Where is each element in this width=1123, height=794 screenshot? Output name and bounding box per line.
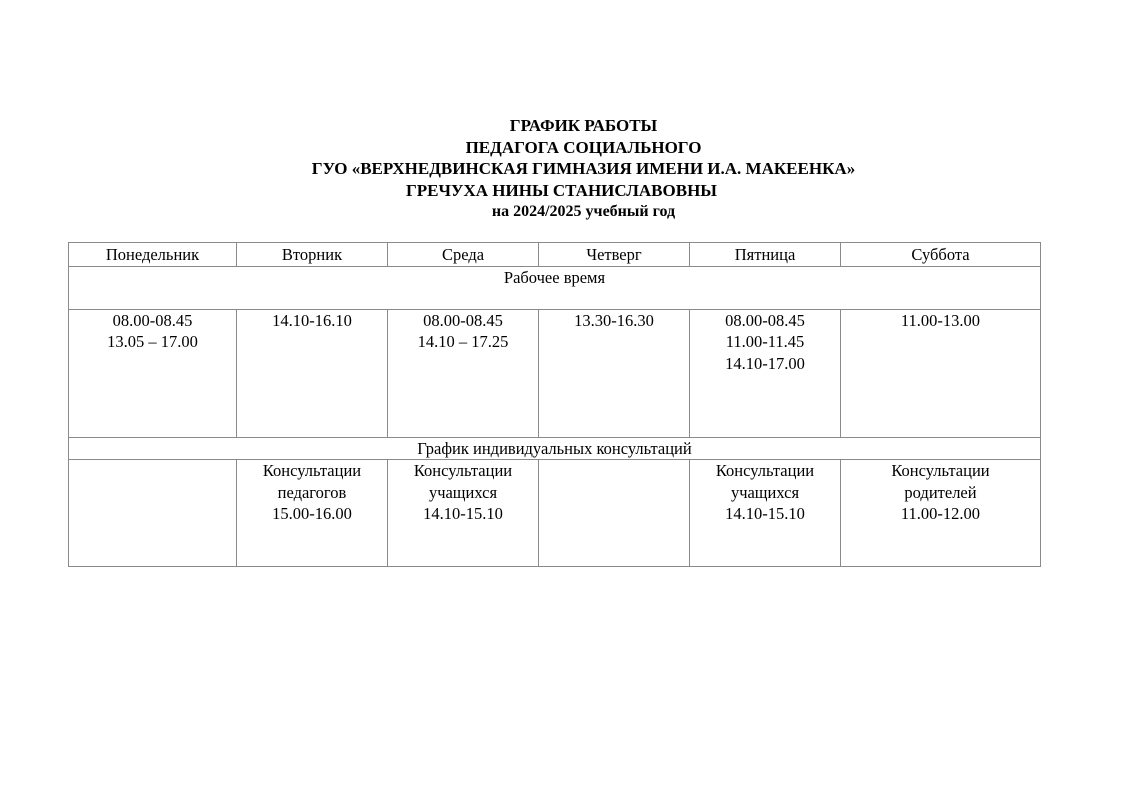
- consult-cell-friday: [690, 460, 841, 567]
- time-line: 14.10-17.00: [725, 353, 805, 373]
- consult-line: Консультации: [413, 461, 513, 480]
- consult-cell-monday: [69, 460, 237, 567]
- work-time-label: Рабочее время: [69, 266, 1041, 309]
- work-time-cell-friday: [690, 309, 841, 437]
- day-header-friday: Пятница: [690, 243, 841, 267]
- title-line-1: ГРАФИК РАБОТЫ: [509, 116, 658, 135]
- work-time-cell-wednesday: [388, 309, 539, 437]
- time-line: 14.10 – 17.25: [417, 332, 509, 351]
- consult-line: педагогов: [277, 482, 347, 502]
- consult-cell-tuesday: [237, 460, 388, 567]
- time-line: 13.05 – 17.00: [107, 332, 198, 351]
- work-time-cell-thursday: [539, 309, 690, 437]
- consult-line: учащихся: [428, 482, 498, 502]
- consult-line: Консультации: [262, 461, 362, 480]
- day-header-thursday: Четверг: [539, 243, 690, 267]
- consult-line: Консультации: [715, 461, 815, 480]
- time-line: 11.00-13.00: [900, 310, 981, 330]
- day-header-saturday: Суббота: [841, 243, 1041, 267]
- table-header-row: [69, 243, 1041, 267]
- consult-line: 14.10-15.10: [423, 504, 503, 523]
- consult-cell-thursday: [539, 460, 690, 567]
- time-line: 08.00-08.45: [112, 310, 193, 330]
- consult-line: учащихся: [730, 482, 800, 502]
- consult-line: 11.00-12.00: [900, 504, 981, 523]
- schedule-table: [68, 242, 1041, 567]
- day-header-tuesday: Вторник: [237, 243, 388, 267]
- title-line-3: ГУО «ВЕРХНЕДВИНСКАЯ ГИМНАЗИЯ ИМЕНИ И.А. МАКЕЕНКА»: [311, 159, 856, 178]
- document-title: [0, 115, 1123, 223]
- time-line: 11.00-11.45: [725, 332, 805, 351]
- time-line: 14.10-16.10: [272, 310, 352, 330]
- consult-line: 14.10-15.10: [725, 504, 805, 523]
- consult-line: Консультации: [891, 461, 990, 480]
- work-times-row: [69, 309, 1041, 437]
- title-line-2: ПЕДАГОГА СОЦИАЛЬНОГО: [465, 137, 702, 157]
- consult-line: 15.00-16.00: [272, 504, 352, 523]
- work-time-cell-saturday: [841, 309, 1041, 437]
- title-line-4: ГРЕЧУХА НИНЫ СТАНИСЛАВОВНЫ: [405, 180, 717, 200]
- work-time-label-row: [69, 266, 1041, 309]
- consultations-row: [69, 460, 1041, 567]
- consult-line: родителей: [904, 482, 977, 502]
- work-time-cell-tuesday: [237, 309, 388, 437]
- time-line: 13.30-16.30: [574, 310, 654, 330]
- consult-cell-wednesday: [388, 460, 539, 567]
- time-line: 08.00-08.45: [423, 310, 503, 330]
- consult-label: График индивидуальных консультаций: [69, 437, 1041, 460]
- title-line-5: на 2024/2025 учебный год: [491, 203, 676, 220]
- consult-cell-saturday: [841, 460, 1041, 567]
- day-header-wednesday: Среда: [388, 243, 539, 267]
- consult-label-row: [69, 437, 1041, 460]
- work-time-cell-monday: [69, 309, 237, 437]
- time-line: 08.00-08.45: [725, 310, 805, 330]
- day-header-monday: Понедельник: [69, 243, 237, 267]
